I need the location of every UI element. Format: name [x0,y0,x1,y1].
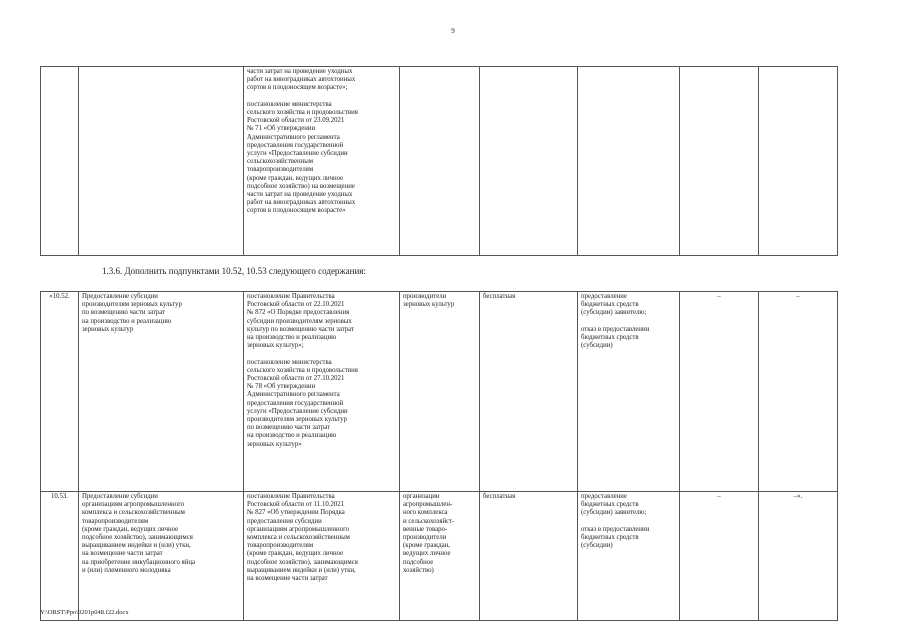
service-name: Предоставление субсидии производителям зерновых культур по возмещению части затрат на производство и реализацию зерновых культур [79,292,244,492]
fee: бесплатная [480,492,578,621]
table-cell-doc: части затрат на проведение уходных работ на виноградниках автохтонных сортов в плодоносящем возрасте»; постановление министерства сельского хозяйства и продовольствия Ростовской области от 23.09.2021 № 71 «Об утверждении Административного регламента предоставления государственной услуги «Предоставление субсидии сельскохозяйственным товаропроизводителям (кроме граждан, ведущих личное подсобное хозяйство) на возмещение части затрат на проведение уходных работ на виноградниках автохтонных сортов в плодоносящем возрасте» [244,67,400,256]
result: предоставление бюджетных средств (субсидии) заявителю; отказ в предоставлении бюджетных средств (субсидии) [578,492,680,621]
row-number: «10.52. [41,292,79,492]
legal-basis: постановление Правительства Ростовской области от 11.10.2021 № 827 «Об утверждении Порядка предоставления субсидии организациям агропромышленного комплекса и сельскохозяйственным товаропроизводителям (кроме граждан, ведущих личное подсобное хозяйство), занимающимся выращиванием индейки и (или) утки, на возмещение части затрат [244,492,400,621]
table-cell-result [578,67,680,256]
service-name: Предоставление субсидии организациям агропромышленного комплекса и сельскохозяйственным товаропроизводителям (кроме граждан, ведущих личное подсобное хозяйство), занимающимся выращиванием индейки и (или) утки, на возмещение части затрат на приобретение инкубационного яйца и (или) племенного молодняка [79,492,244,621]
legal-basis: постановление Правительства Ростовской области от 22.10.2021 № 872 «О Порядке предоставления субсидии производителям зерновых культур по возмещению части затрат на производство и реализацию зерновых культур»; постановление министерства сельского хозяйства и продовольствия Ростовской области от 27.10.2021 № 78 «Об утверждении Административного регламента предоставления государственной услуги «Предоставление субсидии производителям зерновых культур по возмещению части затрат на производство и реализацию зерновых культур» [244,292,400,492]
row-number: 10.53. [41,492,79,621]
recipient: организации агропромышлен- ного комплекса и сельскохозяйст- венные товаро- производители (кроме граждан, ведущих личное подсобное хозяйство) [400,492,480,621]
table-cell-col7 [680,67,759,256]
col7-value: – [680,492,759,621]
result: предоставление бюджетных средств (субсидии) заявителю; отказ в предоставлении бюджетных средств (субсидии) [578,292,680,492]
table-cell-fee [480,67,578,256]
file-path-footer: Y:\ORST\Ppo\0201p048.f22.docx [40,609,129,616]
page-number: 9 [451,27,455,35]
table-continuation [40,66,838,256]
table-cell-num [41,67,79,256]
recipient: производители зерновых культур [400,292,480,492]
col7-value: – [680,292,759,492]
col8-value: – [759,292,838,492]
amendment-heading: 1.3.6. Дополнить подпунктами 10.52, 10.53 следующего содержания: [102,266,366,276]
table-new-rows [40,291,838,621]
table-cell-name [79,67,244,256]
table-cell-recipient [400,67,480,256]
table-cell-col8 [759,67,838,256]
fee: бесплатная [480,292,578,492]
col8-value: –». [759,492,838,621]
